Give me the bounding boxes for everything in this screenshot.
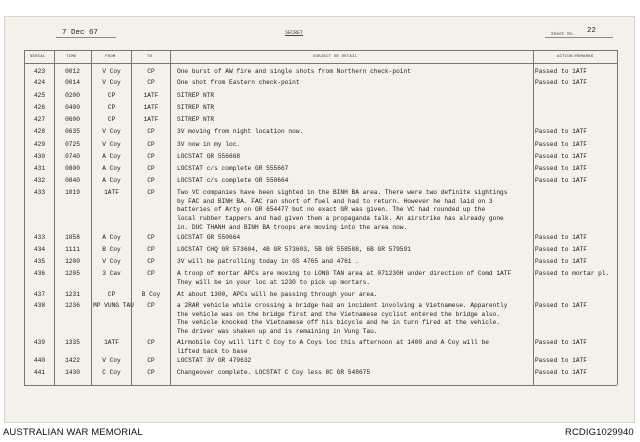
entry-serial: 428 [33,128,46,135]
entry-serial: 438 [33,302,46,309]
entry-from: A Coy [102,234,121,241]
entry-subject: One burst of AW fire and single shots from Northern check-point [177,68,411,75]
column-divider [54,50,55,385]
entry-action: Passed to 1ATF [535,128,587,135]
entry-serial: 441 [33,369,46,376]
entry-to: CP [147,258,155,265]
entry-serial: 437 [33,291,46,298]
entry-subject: LOCSTAT GR 550664 [177,234,241,241]
column-header-subject: SUBJECT OR DETAIL [313,55,358,59]
entry-subject: SITREP NTR [177,92,215,99]
entry-serial: 424 [33,79,46,86]
entry-time: 1111 [65,246,80,253]
entry-time: 1205 [65,270,80,277]
entry-from: V Coy [102,68,121,75]
entry-from: A Coy [102,177,121,184]
entry-time: 1430 [65,369,80,376]
page-underline [545,37,613,38]
entry-subject: SITREP NTR [177,116,215,123]
column-header-to: TO [147,55,153,59]
entry-from: V Coy [102,128,121,135]
entry-from: CP [107,104,116,111]
entry-subject: Two VC companies have been sighted in the BINH BA area. There were two definite sightings by FAC and BINH BA. FAC ran short of fuel and had to return. However he had laid on 3 batteries of Arty on GR 654477 but no exact GR was given. The VC had rounded up the local rubber tappers and had given them a propaganda talk. An airstrike has already gone in. DUC THANH and BINH BA troops are moving into the area now. [177,189,508,231]
column-divider [170,50,171,385]
entry-action: Passed to 1ATF [535,258,587,265]
entry-to: CP [147,177,155,184]
entry-from: A Coy [102,153,121,160]
entry-time: 0400 [65,104,80,111]
entry-serial: 425 [33,92,46,99]
entry-to: 1ATF [143,116,159,123]
entry-action: Passed to 1ATF [535,357,587,364]
entry-subject: 3V will be patrolling today in GS 4765 and 4761 . [177,258,359,265]
table-header-border [24,63,617,64]
entry-from: CP [107,92,116,99]
entry-time: 0635 [65,128,80,135]
entry-from: V Coy [102,141,121,148]
entry-serial: 436 [33,270,46,277]
entry-action: Passed to 1ATF [535,141,587,148]
entry-serial: 429 [33,141,46,148]
entry-time: 1335 [65,339,80,346]
entry-to: CP [147,234,155,241]
entry-action: Passed to 1ATF [535,339,587,346]
table-top-border [24,50,617,51]
column-divider [533,50,534,385]
entry-serial: 433 [33,189,46,196]
entry-from: CP [107,116,116,123]
entry-serial: 433 [33,234,46,241]
header-date: 7 Dec 67 [62,29,99,37]
entry-from: 1ATF [104,339,119,346]
entry-time: 0840 [65,177,80,184]
entry-to: CP [147,302,155,309]
entry-time: 1058 [65,234,80,241]
entry-time: 0740 [65,153,80,160]
entry-action: Passed to 1ATF [535,369,587,376]
entry-from: A Coy [102,165,121,172]
entry-to: CP [147,153,155,160]
column-header-from: FROM [105,55,116,59]
entry-serial: 435 [33,258,46,265]
entry-time: 0012 [65,68,80,75]
entry-action: Passed to 1ATF [535,68,587,75]
entry-serial: 427 [33,116,46,123]
entry-action: Passed to 1ATF [535,79,587,86]
entry-to: 1ATF [143,92,159,99]
entry-subject: 3V now in my loc. [177,141,241,148]
entry-time: 0200 [65,92,80,99]
entry-time: 1236 [65,302,80,309]
entry-serial: 432 [33,177,46,184]
entry-to: B Coy [141,291,161,298]
entry-to: CP [147,246,155,253]
archive-credit: AUSTRALIAN WAR MEMORIAL [3,427,143,438]
entry-to: CP [147,128,155,135]
entry-action: Passed to 1ATF [535,153,587,160]
entry-serial: 426 [33,104,46,111]
header-title: SECRET [285,30,304,36]
column-divider [617,50,618,385]
entry-subject: LOCSTAT CHQ GR 573604, 4B GR 573603, 5B GR 558588, 6B GR 579591 [177,246,411,253]
column-divider [131,50,132,385]
entry-subject: LOCSTAT c/s complete GR 550664 [177,177,289,184]
entry-from: C Coy [102,369,121,376]
entry-time: 1231 [65,291,80,298]
entry-time: 1200 [65,258,80,265]
entry-subject: At about 1300, APCs will be passing through your area. [177,291,378,298]
entry-action: Passed to 1ATF [535,246,587,253]
entry-action: Passed to mortar pl. [535,270,610,277]
entry-from: V Coy [102,79,121,86]
entry-serial: 440 [33,357,46,364]
entry-to: CP [147,79,155,86]
date-underline [56,37,116,38]
table-bottom-border [24,385,617,386]
entry-action: Passed to 1ATF [535,177,587,184]
entry-from: B Coy [102,246,121,253]
entry-subject: 3V moving from night location now. [177,128,304,135]
entry-from: CP [107,291,116,298]
entry-to: CP [147,369,155,376]
entry-from: V Coy [102,258,121,265]
entry-subject: One shot from Eastern check-point [177,79,300,86]
entry-serial: 439 [33,339,46,346]
entry-from: V Coy [102,357,121,364]
entry-serial: 423 [33,68,46,75]
column-header-time: TIME [66,55,77,59]
entry-from: 3 Cav [102,270,121,277]
entry-to: 1ATF [143,104,159,111]
entry-to: CP [147,339,155,346]
column-divider [24,50,25,385]
entry-subject: LOCSTAT GR 556668 [177,153,241,160]
column-header-serial: SERIAL [30,55,46,59]
entry-from: MP VUNG TAU [93,302,134,309]
entry-action: Passed to 1ATF [535,165,587,172]
entry-time: 0725 [65,141,80,148]
sheet-label: Sheet No. [551,32,576,37]
entry-subject: Airmobile Coy will lift C Coy to A Coys loc this afternoon at 1400 and A Coy will be lifted back to base [177,339,489,355]
entry-from: 1ATF [104,189,119,196]
record-id: RCDIG1029940 [565,427,634,438]
column-header-action: ACTION/REMARKS [557,55,594,59]
entry-subject: Changeover complete. LOCSTAT C Coy less 8C GR 548675 [177,369,371,376]
entry-subject: SITREP NTR [177,104,215,111]
entry-time: 0800 [65,165,80,172]
entry-to: CP [147,270,155,277]
entry-serial: 430 [33,153,46,160]
entry-time: 0600 [65,116,80,123]
entry-serial: 434 [33,246,46,253]
entry-serial: 431 [33,165,46,172]
entry-subject: a 2RAR vehicle while crossing a bridge had an incident involving a Vietnamese. Apparently the vehicle was on the bridge first and the Vietnamese cyclist entered the bridge also. The vehicle knocked the Vietnamese off his bicycle and he in turn fired at the vehicle. The driver was shaken up and is remaining in Vung Tau. [177,302,508,336]
entry-to: CP [147,68,155,75]
entry-subject: LOCSTAT 3V GR 479632 [177,357,252,364]
entry-time: 1422 [65,357,80,364]
page-number: 22 [587,27,597,35]
entry-subject: LOCSTAT c/s complete GR 555667 [177,165,289,172]
entry-action: Passed to 1ATF [535,302,587,309]
entry-to: CP [147,357,155,364]
entry-to: CP [147,189,155,196]
entry-to: CP [147,141,155,148]
entry-action: Passed to 1ATF [535,234,587,241]
entry-time: 0014 [65,79,80,86]
entry-time: 1019 [65,189,80,196]
column-divider [91,50,92,385]
entry-to: CP [147,165,155,172]
entry-subject: A troop of mortar APCs are moving to LONG TAN area at 071230H under direction of Comd 1ATF They will be in your loc at 1230 to pick up mortars. [177,270,512,286]
